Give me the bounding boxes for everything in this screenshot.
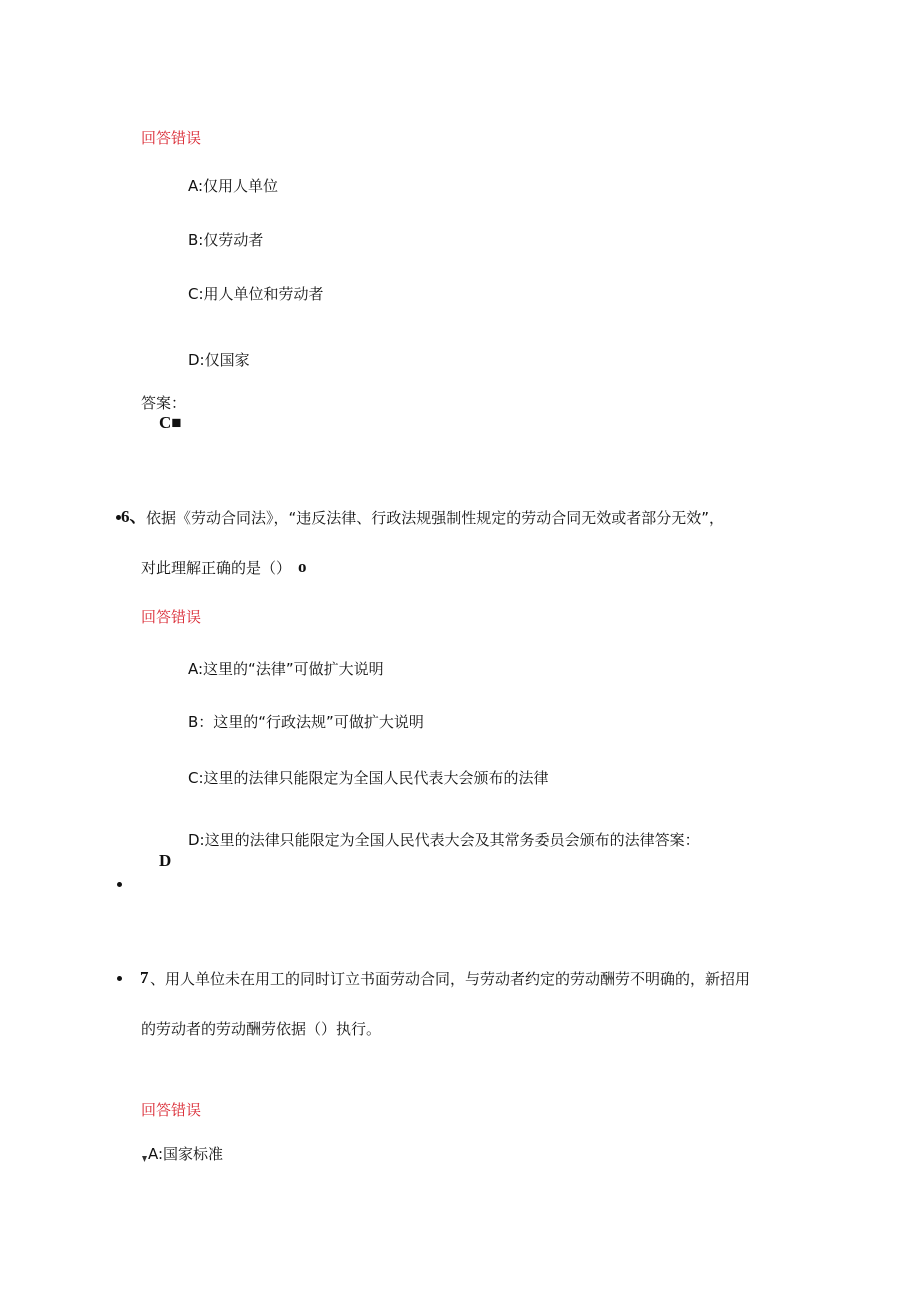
option-c[interactable]: C:用人单位和劳动者: [188, 285, 324, 303]
answer-status-wrong: 回答错误: [141, 608, 202, 626]
option-b[interactable]: B：这里的“行政法规”可做扩大说明: [188, 713, 424, 731]
answer-status-wrong: 回答错误: [141, 129, 202, 147]
question-text-line2: 的劳动者的劳动酬劳依据（）执行。: [141, 1020, 382, 1038]
question-text-line1: 、用人单位未在用工的同时订立书面劳动合同，与劳动者约定的劳动酬劳不明确的，新招用: [150, 970, 751, 988]
option-d[interactable]: D:这里的法律只能限定为全国人民代表大会及其常务委员会颁布的法律答案：: [188, 831, 700, 849]
question-number: 6、: [121, 507, 147, 526]
option-c[interactable]: C:这里的法律只能限定为全国人民代表大会颁布的法律: [188, 769, 549, 787]
bullet-icon: [117, 882, 122, 887]
answer-value: D: [159, 851, 172, 870]
answer-value: C■: [159, 413, 182, 432]
option-a[interactable]: A:国家标准: [148, 1145, 224, 1163]
option-d[interactable]: D:仅国家: [188, 351, 250, 369]
question-text-line1: 依据《劳动合同法》，“违反法律、行政法规强制性规定的劳动合同无效或者部分无效”，: [146, 509, 725, 527]
answer-label: 答案：: [141, 394, 187, 412]
question-text-line2: 对此理解正确的是（）: [141, 559, 292, 577]
question-suffix: o: [298, 557, 307, 576]
answer-status-wrong: 回答错误: [141, 1101, 202, 1119]
radio-marker-icon[interactable]: [142, 1147, 147, 1153]
question-number: 7: [140, 968, 149, 987]
option-a[interactable]: A:这里的“法律”可做扩大说明: [188, 660, 384, 678]
bullet-icon: [117, 976, 122, 981]
option-b[interactable]: B:仅劳动者: [188, 231, 264, 249]
option-a[interactable]: A:仅用人单位: [188, 177, 279, 195]
